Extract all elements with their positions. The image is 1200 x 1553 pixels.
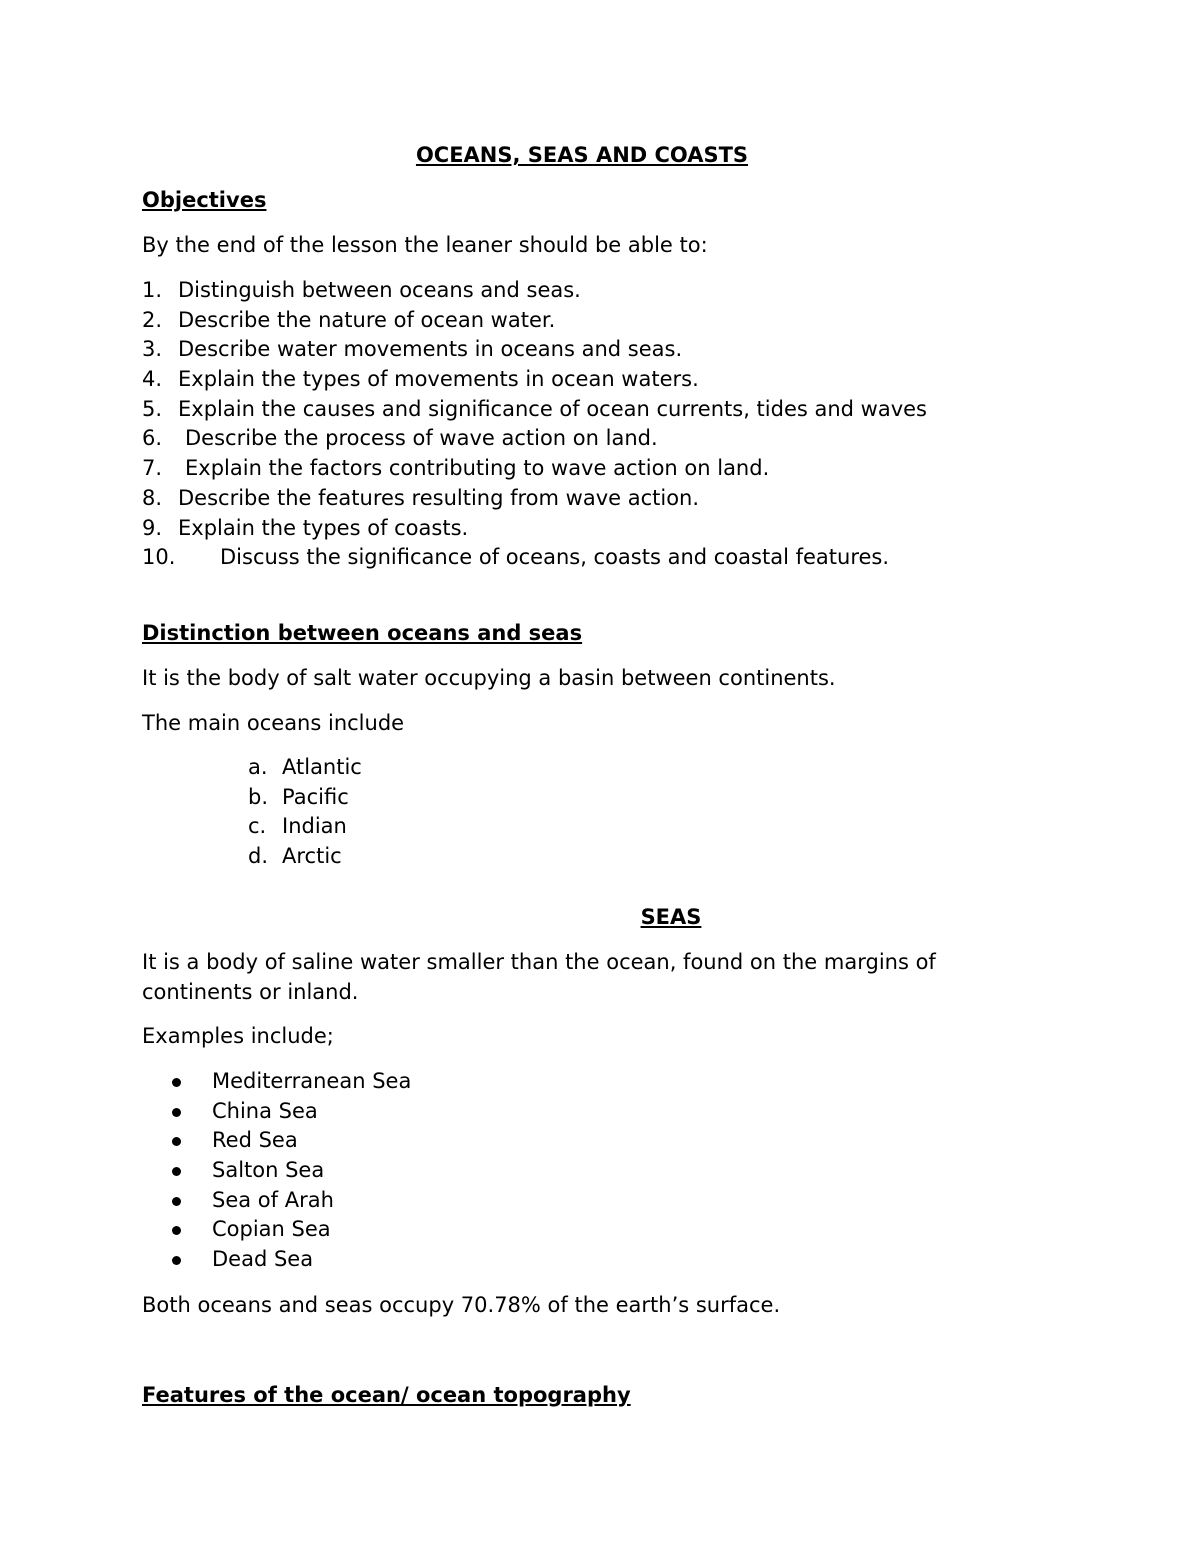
bullet-icon: [172, 1108, 181, 1117]
list-item-text: China Sea: [212, 1098, 318, 1123]
list-number: 6.: [142, 426, 163, 451]
list-item-text: Indian: [282, 814, 347, 839]
list-number: 7.: [142, 456, 163, 481]
seas-heading: SEAS: [640, 905, 702, 929]
list-item-text: Salton Sea: [212, 1158, 325, 1183]
list-letter: d.: [248, 844, 269, 869]
list-item-text: Pacific: [282, 784, 349, 809]
list-item-text: Copian Sea: [212, 1217, 331, 1242]
list-item-text: Arctic: [282, 844, 342, 869]
list-number: 9.: [142, 515, 163, 540]
list-item-text: Mediterranean Sea: [212, 1069, 412, 1093]
sea-definition: It is a body of saline water smaller than the ocean, found on the margins of continents or inland.: [142, 950, 936, 1004]
list-item-text: Explain the types of coasts.: [178, 515, 469, 540]
coverage-statement: Both oceans and seas occupy 70.78% of the earth’s surface.: [142, 1293, 781, 1317]
list-item-text: Describe water movements in oceans and seas.: [178, 337, 683, 362]
oceans-intro: The main oceans include: [142, 711, 405, 735]
bullet-icon: [172, 1256, 181, 1265]
list-item-text: Distinguish between oceans and seas.: [178, 278, 581, 302]
list-number: 2.: [142, 307, 163, 332]
list-item-text: Sea of Arah: [212, 1187, 334, 1212]
seas-intro: Examples include;: [142, 1024, 334, 1048]
list-item-text: Explain the types of movements in ocean waters.: [178, 367, 699, 392]
list-item-text: Describe the process of wave action on land.: [185, 426, 658, 451]
list-number: 4.: [142, 367, 163, 392]
objectives-heading: Objectives: [142, 188, 267, 212]
bullet-icon: [172, 1078, 181, 1087]
list-number: 5.: [142, 396, 163, 421]
list-item-text: Describe the features resulting from wave action.: [178, 485, 700, 510]
features-heading: Features of the ocean/ ocean topography: [142, 1383, 631, 1407]
list-item-text: Explain the causes and significance of ocean currents, tides and waves: [178, 396, 927, 421]
list-number: 3.: [142, 337, 163, 362]
list-item-text: Red Sea: [212, 1128, 298, 1153]
bullet-icon: [172, 1137, 181, 1146]
list-letter: c.: [248, 814, 267, 839]
list-item-text: Atlantic: [282, 755, 362, 779]
list-number: 10.: [142, 545, 176, 570]
ocean-definition: It is the body of salt water occupying a basin between continents.: [142, 666, 836, 690]
list-item-text: Discuss the significance of oceans, coasts and coastal features.: [220, 545, 890, 570]
list-item-text: Describe the nature of ocean water.: [178, 307, 556, 332]
list-number: 1.: [142, 278, 163, 302]
bullet-icon: [172, 1167, 181, 1176]
list-item-text: Explain the factors contributing to wave action on land.: [185, 456, 770, 481]
list-letter: a.: [248, 755, 268, 779]
objectives-intro: By the end of the lesson the leaner should be able to:: [142, 233, 708, 257]
bullet-icon: [172, 1197, 181, 1206]
list-item-text: Dead Sea: [212, 1247, 314, 1272]
list-letter: b.: [248, 784, 269, 809]
document-title: OCEANS, SEAS AND COASTS: [415, 143, 749, 167]
distinction-heading: Distinction between oceans and seas: [142, 621, 583, 645]
list-number: 8.: [142, 485, 163, 510]
bullet-icon: [172, 1226, 181, 1235]
